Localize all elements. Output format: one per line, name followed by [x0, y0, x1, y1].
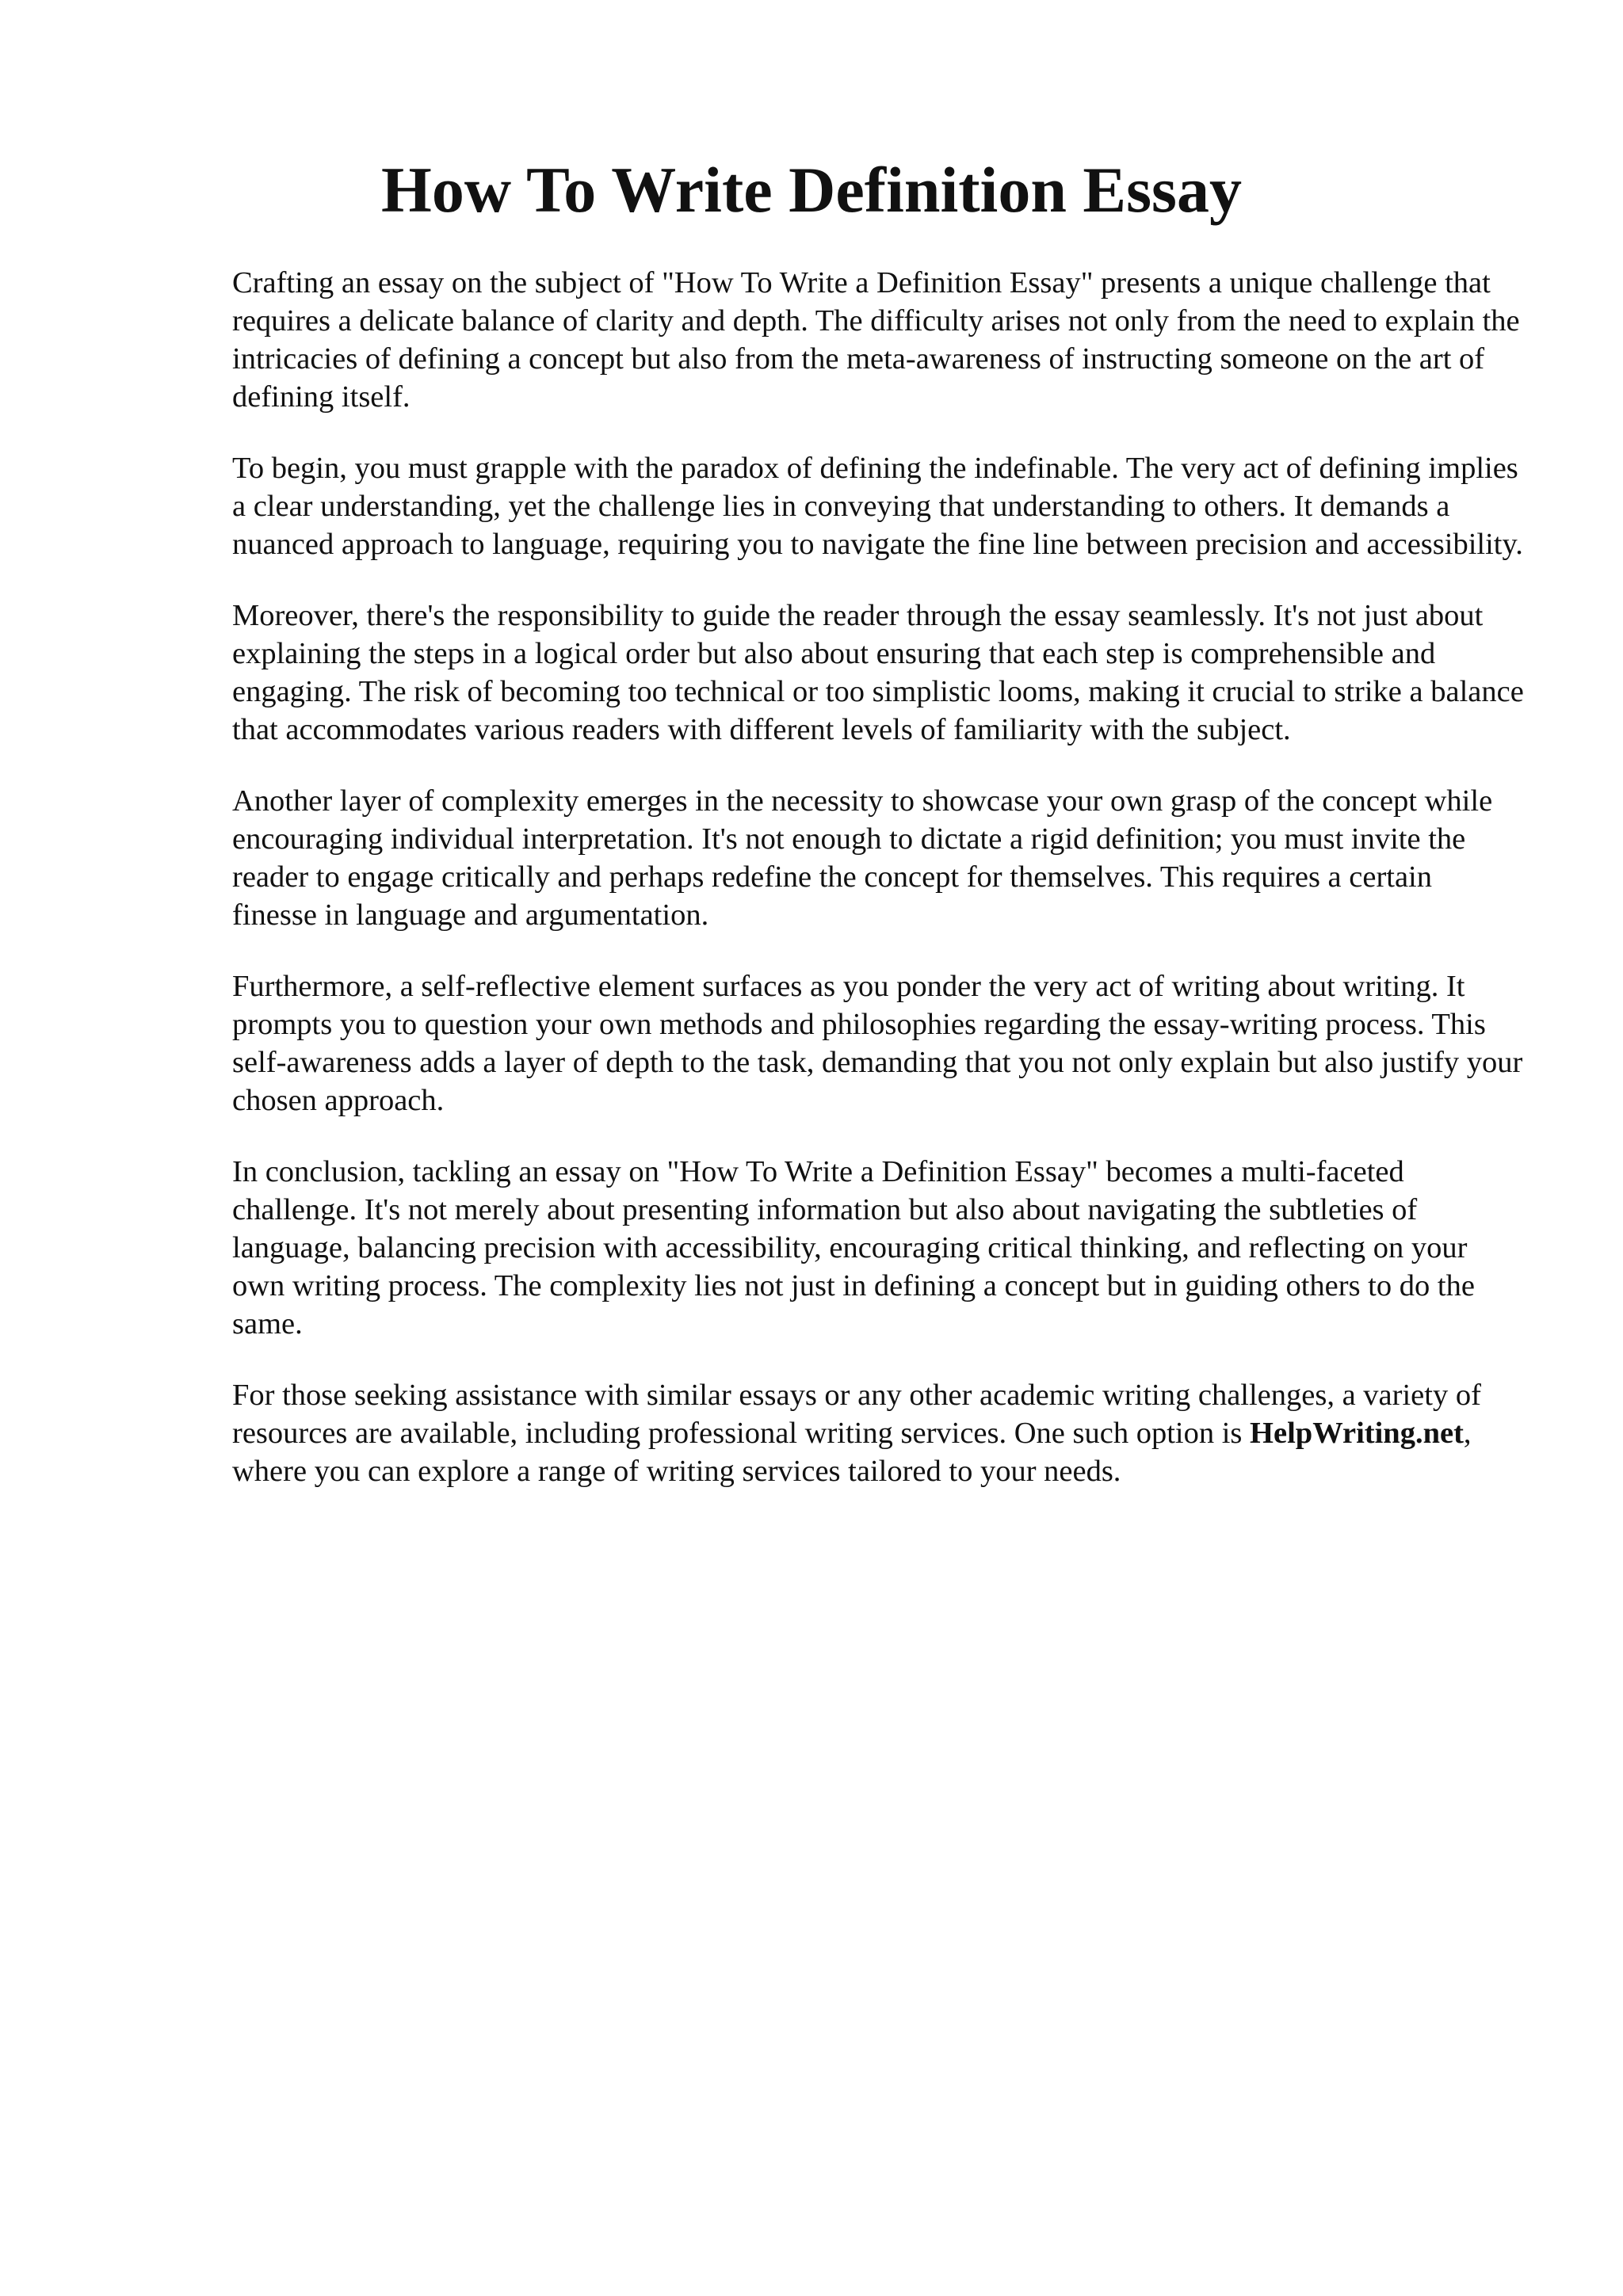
paragraph-intro: Crafting an essay on the subject of "How To Write a Definition Essay" presents a unique challenge that requires a delicate balance of clarity and depth. The difficulty arises not only from the need to explain the intricacies of defining a concept but also from the meta-awareness of instructing someone on the art of defining itself. [232, 266, 1520, 414]
paragraph-interpretation: Another layer of complexity emerges in the necessity to showcase your own grasp of the concept while encouraging individual interpretation. It's not enough to dictate a rigid definition; you must invite the reader to engage critically and perhaps redefine the concept for themselves. This requires a certain finesse in language and argumentation. [232, 784, 1493, 932]
document-body [232, 264, 1524, 1524]
paragraph-self-reflection: Furthermore, a self-reflective element surfaces as you ponder the very act of writing about writing. It prompts you to question your own methods and philosophies regarding the essay-writing process. This self-awareness adds a layer of depth to the task, demanding that you not only explain but also justify your chosen approach. [232, 970, 1523, 1117]
closing-text-after: , where you can explore a range of writing services tailored to your needs. [232, 1417, 1472, 1488]
paragraph-closing [232, 1376, 1524, 1490]
paragraph-guidance: Moreover, there's the responsibility to guide the reader through the essay seamlessly. It's not just about explaining the steps in a logical order but also about ensuring that each step is comprehensible and engaging. The risk of becoming too technical or too simplistic looms, making it crucial to strike a balance that accommodates various readers with different levels of familiarity with the subject. [232, 599, 1524, 746]
paragraph-paradox: To begin, you must grapple with the paradox of defining the indefinable. The very act of defining implies a clear understanding, yet the challenge lies in conveying that understanding to others. It demands a nuanced approach to language, requiring you to navigate the fine line between precision and accessibility. [232, 452, 1523, 561]
paragraph-conclusion: In conclusion, tackling an essay on "How To Write a Definition Essay" becomes a multi-faceted challenge. It's not merely about presenting information but also about navigating the subtleties of language, balancing precision with accessibility, encouraging critical thinking, and reflecting on your own writing process. The complexity lies not just in defining a concept but in guiding others to do the same. [232, 1155, 1475, 1341]
closing-text-before: For those seeking assistance with similar essays or any other academic writing challenges, a variety of resources are available, including professional writing services. One such option is [232, 1379, 1481, 1450]
page-title: How To Write Definition Essay [381, 154, 1242, 226]
brand-link[interactable]: HelpWriting.net [1250, 1417, 1464, 1450]
